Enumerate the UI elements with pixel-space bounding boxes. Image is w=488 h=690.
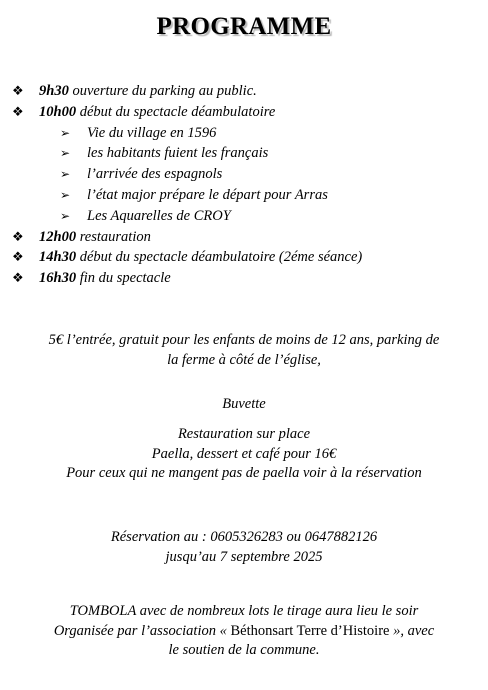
schedule-time: 12h00 — [39, 228, 77, 245]
arrowhead-bullet-icon: ➢ — [60, 187, 71, 202]
diamond-bullet-icon: ❖ — [12, 270, 24, 286]
sub-item — [0, 143, 488, 164]
sub-item — [0, 123, 488, 144]
page-title: PROGRAMME — [156, 13, 332, 40]
schedule-item-text — [39, 102, 275, 123]
restauration-line: Restauration sur place — [177, 426, 311, 442]
buvette-label — [0, 395, 488, 415]
sub-item-text: les habitants fuient les français — [87, 145, 269, 162]
diamond-bullet-icon: ❖ — [12, 228, 24, 244]
schedule-item — [0, 227, 488, 248]
schedule-description: restauration — [76, 228, 151, 245]
arrowhead-bullet-icon: ➢ — [60, 125, 71, 140]
association-name: Béthonsart Terre d’Histoire — [230, 622, 390, 639]
sub-item-text: l’arrivée des espagnols — [87, 166, 223, 183]
schedule-time: 14h30 — [39, 249, 77, 266]
restauration-info — [0, 425, 488, 484]
tombola-line — [0, 622, 488, 642]
schedule-description: début du spectacle déambulatoire (2éme séance) — [76, 249, 363, 266]
schedule-item-text — [39, 81, 257, 102]
reservation-line: jusqu’au 7 septembre 2025 — [165, 548, 323, 565]
arrowhead-bullet-icon: ➢ — [60, 167, 71, 182]
pricing-info — [0, 331, 488, 370]
restauration-line: Paella, dessert et café pour 16€ — [151, 445, 337, 462]
schedule-description: ouverture du parking au public. — [68, 83, 257, 99]
schedule-description: fin du spectacle — [76, 270, 171, 287]
reservation-info — [0, 528, 488, 567]
sub-item-text: Vie du village en 1596 — [87, 124, 217, 141]
schedule-list — [0, 81, 488, 289]
schedule-item-text — [39, 268, 171, 289]
tombola-line: TOMBOLA avec de nombreux lots le tirage aura lieu le soir — [69, 603, 419, 619]
sub-item — [0, 164, 488, 185]
diamond-bullet-icon: ❖ — [12, 83, 24, 98]
schedule-description: début du spectacle déambulatoire — [76, 103, 276, 120]
schedule-time: 16h30 — [39, 270, 77, 287]
schedule-time: 9h30 — [39, 83, 69, 99]
sub-item-text: l’état major prépare le départ pour Arras — [87, 186, 328, 203]
sub-item-text: Les Aquarelles de CROY — [87, 207, 231, 224]
schedule-item — [0, 247, 488, 268]
diamond-bullet-icon: ❖ — [12, 103, 24, 119]
arrowhead-bullet-icon: ➢ — [60, 208, 71, 223]
tombola-suffix: », avec — [389, 622, 435, 639]
sub-item — [0, 206, 488, 227]
schedule-item — [0, 81, 488, 102]
schedule-item — [0, 268, 488, 289]
schedule-time: 10h00 — [39, 103, 77, 120]
restauration-line: Pour ceux qui ne mangent pas de paella voir à la réservation — [66, 465, 422, 481]
diamond-bullet-icon: ❖ — [12, 249, 24, 265]
schedule-item-text — [39, 227, 151, 248]
schedule-item-text — [39, 247, 362, 268]
tombola-info — [0, 602, 488, 661]
pricing-line: 5€ l’entrée, gratuit pour les enfants de moins de 12 ans, parking de — [48, 332, 440, 348]
sub-item — [0, 185, 488, 206]
pricing-line: la ferme à côté de l’église, — [167, 351, 321, 368]
schedule-item — [0, 102, 488, 123]
reservation-line: Réservation au : 0605326283 ou 0647882126 — [110, 529, 378, 545]
tombola-line: le soutien de la commune. — [168, 642, 320, 658]
buvette-text: Buvette — [222, 396, 266, 412]
tombola-prefix: Organisée par l’association « — [53, 622, 231, 639]
arrowhead-bullet-icon: ➢ — [60, 146, 71, 161]
